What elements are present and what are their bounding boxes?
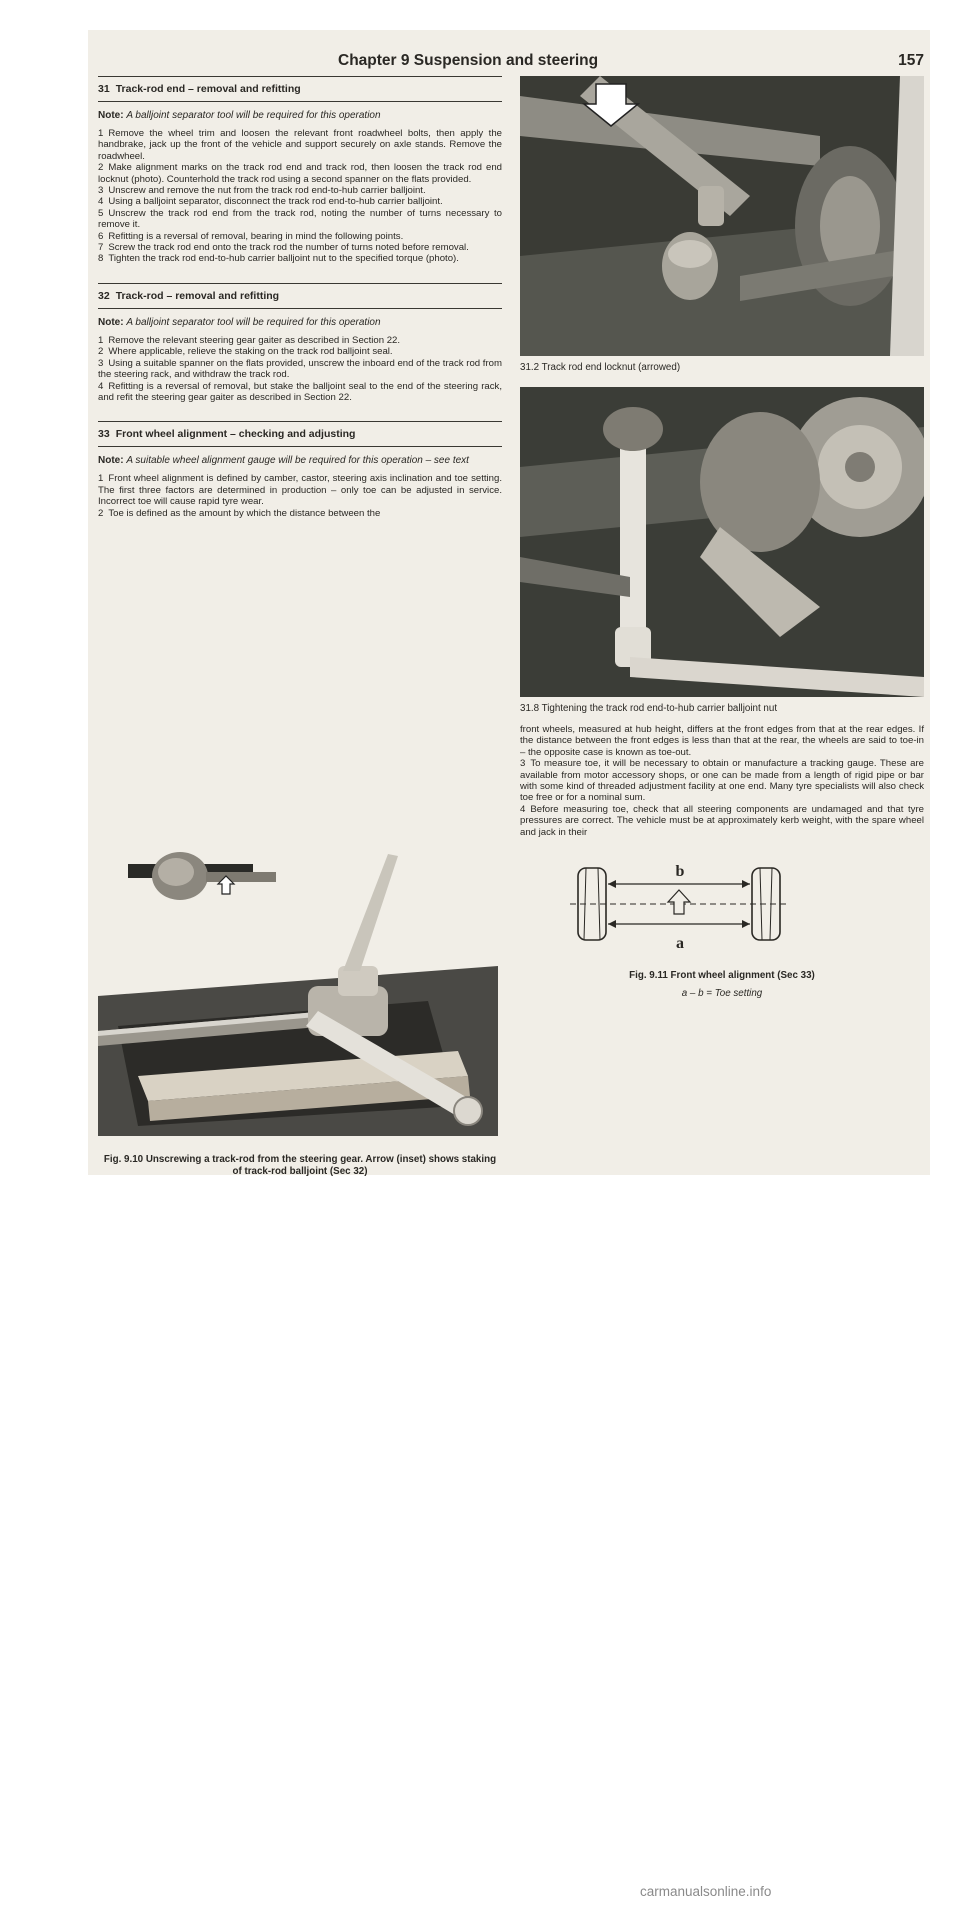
step-text: Front wheel alignment is defined by camber, castor, steering axis inclination and toe setting. The first three factors are determined in production – only toe can be adjusted in service. Incorrect toe will cause rapid tyre wear. xyxy=(98,473,502,508)
paragraph xyxy=(520,804,924,838)
chapter-title: Chapter 9 Suspension and steering xyxy=(338,52,599,69)
photo-31-8-image xyxy=(520,387,924,697)
label-b: b xyxy=(675,863,685,881)
paragraph xyxy=(98,185,502,196)
step-text: Toe is defined as the amount by which the distance between the xyxy=(108,507,381,519)
step-text: Before measuring toe, check that all steering components are undamaged and that tyre pressures are correct. The vehicle must be at approximately kerb weight, with the spare wheel and jack in their xyxy=(520,803,924,838)
section-title: Front wheel alignment – checking and adjusting xyxy=(115,428,356,441)
step-text: Make alignment marks on the track rod end and track rod, then loosen the track rod end locknut (photo). Counterhold the track rod using a second spanner on the flats provided. xyxy=(98,162,502,185)
photo-31-2 xyxy=(520,76,924,356)
step-number: 3 xyxy=(98,185,104,197)
paragraph xyxy=(98,508,502,519)
paragraph xyxy=(98,208,502,231)
section-number: 32 xyxy=(98,289,110,302)
step-number: 2 xyxy=(98,346,104,358)
photo-31-8 xyxy=(520,387,924,697)
paragraph xyxy=(98,196,502,207)
figure-caption: Fig. 9.10 Unscrewing a track-rod from the steering gear. Arrow (inset) shows staking of track-rod balljoint (Sec 32) xyxy=(103,1154,497,1177)
fig-9-10-image xyxy=(98,846,498,1146)
fig-9-10-illustration xyxy=(98,846,498,1146)
note-text: A suitable wheel alignment gauge will be required for this operation – see text xyxy=(126,455,469,467)
section-number: 33 xyxy=(98,428,110,441)
step-text: Remove the wheel trim and loosen the relevant front roadwheel bolts, then apply the handbrake, jack up the front of the vehicle and support securely on axle stands. Remove the roadwheel. xyxy=(98,128,502,162)
step-number: 6 xyxy=(98,230,104,242)
photo-caption: 31.8 Tightening the track rod end-to-hub carrier balljoint nut xyxy=(520,703,778,714)
step-text: Unscrew and remove the nut from the track rod end-to-hub carrier balljoint. xyxy=(108,185,426,197)
paragraph xyxy=(98,162,502,185)
section-title: Track-rod – removal and refitting xyxy=(115,289,280,302)
step-text: Using a balljoint separator, disconnect the track rod end-to-hub carrier balljoint. xyxy=(108,196,443,208)
note-text: A balljoint separator tool will be required for this operation xyxy=(126,316,381,328)
step-text: Screw the track rod end onto the track rod the number of turns noted before removal. xyxy=(108,242,469,254)
step-number: 3 xyxy=(98,357,104,369)
manual-page xyxy=(88,30,930,1175)
figure-subcaption: a – b = Toe setting xyxy=(681,988,763,1000)
section-note xyxy=(98,110,502,122)
paragraph xyxy=(98,473,502,507)
step-text: Refitting is a reversal of removal, bearing in mind the following points. xyxy=(108,230,404,242)
step-number: 8 xyxy=(98,253,104,265)
step-number: 7 xyxy=(98,242,104,254)
figure-caption: Fig. 9.11 Front wheel alignment (Sec 33) xyxy=(629,970,815,982)
paragraph xyxy=(520,724,924,758)
paragraph xyxy=(98,253,502,264)
note-label: Note: xyxy=(98,455,124,467)
paragraph xyxy=(98,346,502,357)
step-number: 1 xyxy=(98,128,104,139)
left-column xyxy=(98,76,502,1177)
step-text: Where applicable, relieve the staking on the track rod balljoint seal. xyxy=(108,346,393,358)
step-text: Tighten the track rod end-to-hub carrier balljoint nut to the specified torque (photo). xyxy=(108,253,459,265)
paragraph xyxy=(98,128,502,162)
toe-setting-diagram xyxy=(520,850,924,960)
step-number: 2 xyxy=(98,507,104,519)
step-text: front wheels, measured at hub height, differs at the front edges from that at the rear edges. If the distance between the front edges is less than that at the rear, the wheels are said to toe-in – the opposite case is known as toe-out. xyxy=(520,724,924,758)
note-text: A balljoint separator tool will be required for this operation xyxy=(126,110,381,121)
paragraph xyxy=(98,335,502,346)
source-watermark: carmanualsonline.info xyxy=(640,1884,772,1899)
section-heading-32 xyxy=(98,283,502,309)
fig-9-10-caption xyxy=(98,1154,502,1178)
section-heading-33 xyxy=(98,421,502,447)
page-number: 157 xyxy=(898,52,924,69)
step-text: Using a suitable spanner on the flats provided, unscrew the inboard end of the track rod from the steering rack, and withdraw the track rod. xyxy=(98,357,502,381)
step-number: 1 xyxy=(98,473,104,485)
paragraph xyxy=(520,758,924,804)
step-text: Unscrew the track rod end from the track rod, noting the number of turns necessary to remove it. xyxy=(98,207,502,231)
step-number: 2 xyxy=(98,162,104,174)
step-number: 4 xyxy=(98,380,104,392)
step-text: Remove the relevant steering gear gaiter as described in Section 22. xyxy=(108,334,401,346)
step-number: 1 xyxy=(98,334,104,346)
step-text: Refitting is a reversal of removal, but stake the balljoint seal to the end of the steering rack, and refit the steering gear gaiter as described in Section 22. xyxy=(98,380,502,403)
step-number: 4 xyxy=(520,803,526,815)
label-a: a xyxy=(676,935,684,953)
paragraph xyxy=(98,381,502,404)
note-label: Note: xyxy=(98,316,124,328)
section-title: Track-rod end – removal and refitting xyxy=(115,83,301,95)
photo-caption: 31.2 Track rod end locknut (arrowed) xyxy=(520,362,681,373)
fig-9-11-diagram xyxy=(520,850,924,960)
paragraph xyxy=(98,358,502,381)
paragraph xyxy=(98,242,502,253)
section-note xyxy=(98,455,502,467)
note-label: Note: xyxy=(98,110,124,121)
step-number: 4 xyxy=(98,196,104,208)
paragraph xyxy=(98,231,502,242)
step-number: 3 xyxy=(520,758,526,770)
right-column xyxy=(520,76,924,999)
step-text: To measure toe, it will be necessary to obtain or manufacture a tracking gauge. These are available from motor accessory shops, or one can be made from a length of rigid pipe or bar with some kind of threaded adjustment facility at one end. Many tyre specialists will also check toe free or for a nominal sum. xyxy=(520,758,924,804)
section-note xyxy=(98,317,502,329)
section-number: 31 xyxy=(98,83,110,95)
photo-31-2-image xyxy=(520,76,924,356)
step-number: 5 xyxy=(98,207,104,219)
section-heading-31 xyxy=(98,76,502,102)
